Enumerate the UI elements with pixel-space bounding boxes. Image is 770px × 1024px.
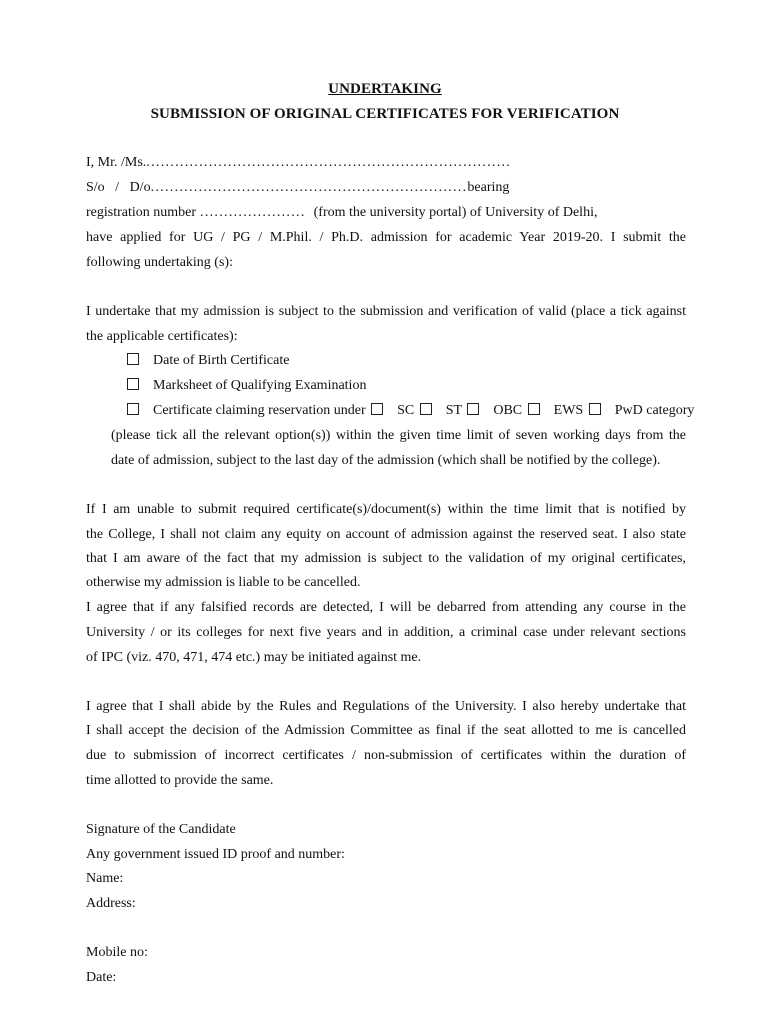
address-field-label: Address: bbox=[86, 896, 136, 911]
para1-line1: I undertake that my admission is subject to the submission and verification of valid (place a tick against bbox=[86, 304, 686, 319]
para2-line: otherwise my admission is liable to be cancelled. bbox=[86, 575, 361, 590]
intro-line-parent bbox=[86, 178, 686, 198]
parent-label: S/o / D/o bbox=[86, 180, 151, 195]
reservation-label: Certificate claiming reservation under bbox=[153, 403, 366, 418]
sc-label: SC bbox=[397, 403, 415, 418]
dob-checkbox[interactable] bbox=[127, 353, 139, 365]
registration-fill-dots: ...................... bbox=[200, 205, 306, 220]
st-label: ST bbox=[445, 403, 462, 418]
intro-line-admission: have applied for UG / PG / M.Phil. / Ph.D. admission for academic Year 2019-20. I submit the bbox=[86, 230, 686, 245]
date-field-label: Date: bbox=[86, 970, 117, 985]
para3-line: due to submission of incorrect certificates / non-submission of certificates within the duration of bbox=[86, 748, 686, 763]
para2-line: If I am unable to submit required certificate(s)/document(s) within the time limit that is notified by bbox=[86, 502, 686, 517]
mobile-field-label: Mobile no: bbox=[86, 945, 148, 960]
name-label: I, Mr. /Ms. bbox=[86, 155, 147, 170]
para3-line: I shall accept the decision of the Admission Committee as final if the seat allotted to me is cancelled bbox=[86, 723, 686, 738]
para1-line2: the applicable certificates): bbox=[86, 329, 238, 344]
obc-checkbox[interactable] bbox=[467, 403, 479, 415]
ews-checkbox[interactable] bbox=[528, 403, 540, 415]
checklist-item-marksheet bbox=[127, 376, 366, 396]
sc-checkbox[interactable] bbox=[371, 403, 383, 415]
intro-line-name bbox=[86, 153, 686, 173]
marksheet-checkbox[interactable] bbox=[127, 378, 139, 390]
pwd-label: PwD category bbox=[614, 403, 695, 418]
university-text: (from the university portal) of University of Delhi, bbox=[313, 205, 598, 220]
st-checkbox[interactable] bbox=[420, 403, 432, 415]
parent-fill-dots: .................................................................. bbox=[150, 180, 468, 195]
para2-line: the College, I shall not claim any equity on account of admission against the reserved seat. I also state bbox=[86, 527, 686, 542]
para2-line: University / or its colleges for next five years and in addition, a criminal case under relevant sections bbox=[86, 625, 686, 640]
para3-line: I agree that I shall abide by the Rules and Regulations of the University. I also hereby undertake that bbox=[86, 699, 686, 714]
id-proof-label: Any government issued ID proof and number: bbox=[86, 847, 345, 862]
para1-cont-line2: date of admission, subject to the last day of the admission (which shall be notified by the college). bbox=[111, 453, 661, 468]
para2-line: that I am aware of the fact that my admission is subject to the validation of my original certificates, bbox=[86, 551, 686, 566]
bearing-label: bearing bbox=[467, 180, 510, 195]
para2-line: of IPC (viz. 470, 471, 474 etc.) may be initiated against me. bbox=[86, 650, 422, 665]
dob-label: Date of Birth Certificate bbox=[153, 353, 290, 368]
marksheet-label: Marksheet of Qualifying Examination bbox=[153, 378, 367, 393]
para3-line: time allotted to provide the same. bbox=[86, 773, 274, 788]
name-fill-dots: ............................................................................ bbox=[146, 155, 512, 170]
registration-label: registration number bbox=[86, 205, 197, 220]
obc-label: OBC bbox=[493, 403, 523, 418]
para1-cont-line1: (please tick all the relevant option(s)) within the given time limit of seven working days from the bbox=[111, 428, 686, 443]
ews-label: EWS bbox=[553, 403, 584, 418]
name-field-label: Name: bbox=[86, 871, 124, 886]
intro-line-undertaking: following undertaking (s): bbox=[86, 255, 233, 270]
intro-line-registration bbox=[86, 203, 686, 223]
reservation-checkbox[interactable] bbox=[127, 403, 139, 415]
checklist-item-reservation bbox=[127, 401, 694, 421]
signature-label: Signature of the Candidate bbox=[86, 822, 236, 837]
document-subtitle: SUBMISSION OF ORIGINAL CERTIFICATES FOR VERIFICATION bbox=[150, 106, 620, 122]
pwd-checkbox[interactable] bbox=[589, 403, 601, 415]
checklist-item-dob bbox=[127, 351, 289, 371]
para2-line: I agree that if any falsified records are detected, I will be debarred from attending any course in the bbox=[86, 600, 686, 615]
document-title: UNDERTAKING bbox=[328, 81, 442, 97]
